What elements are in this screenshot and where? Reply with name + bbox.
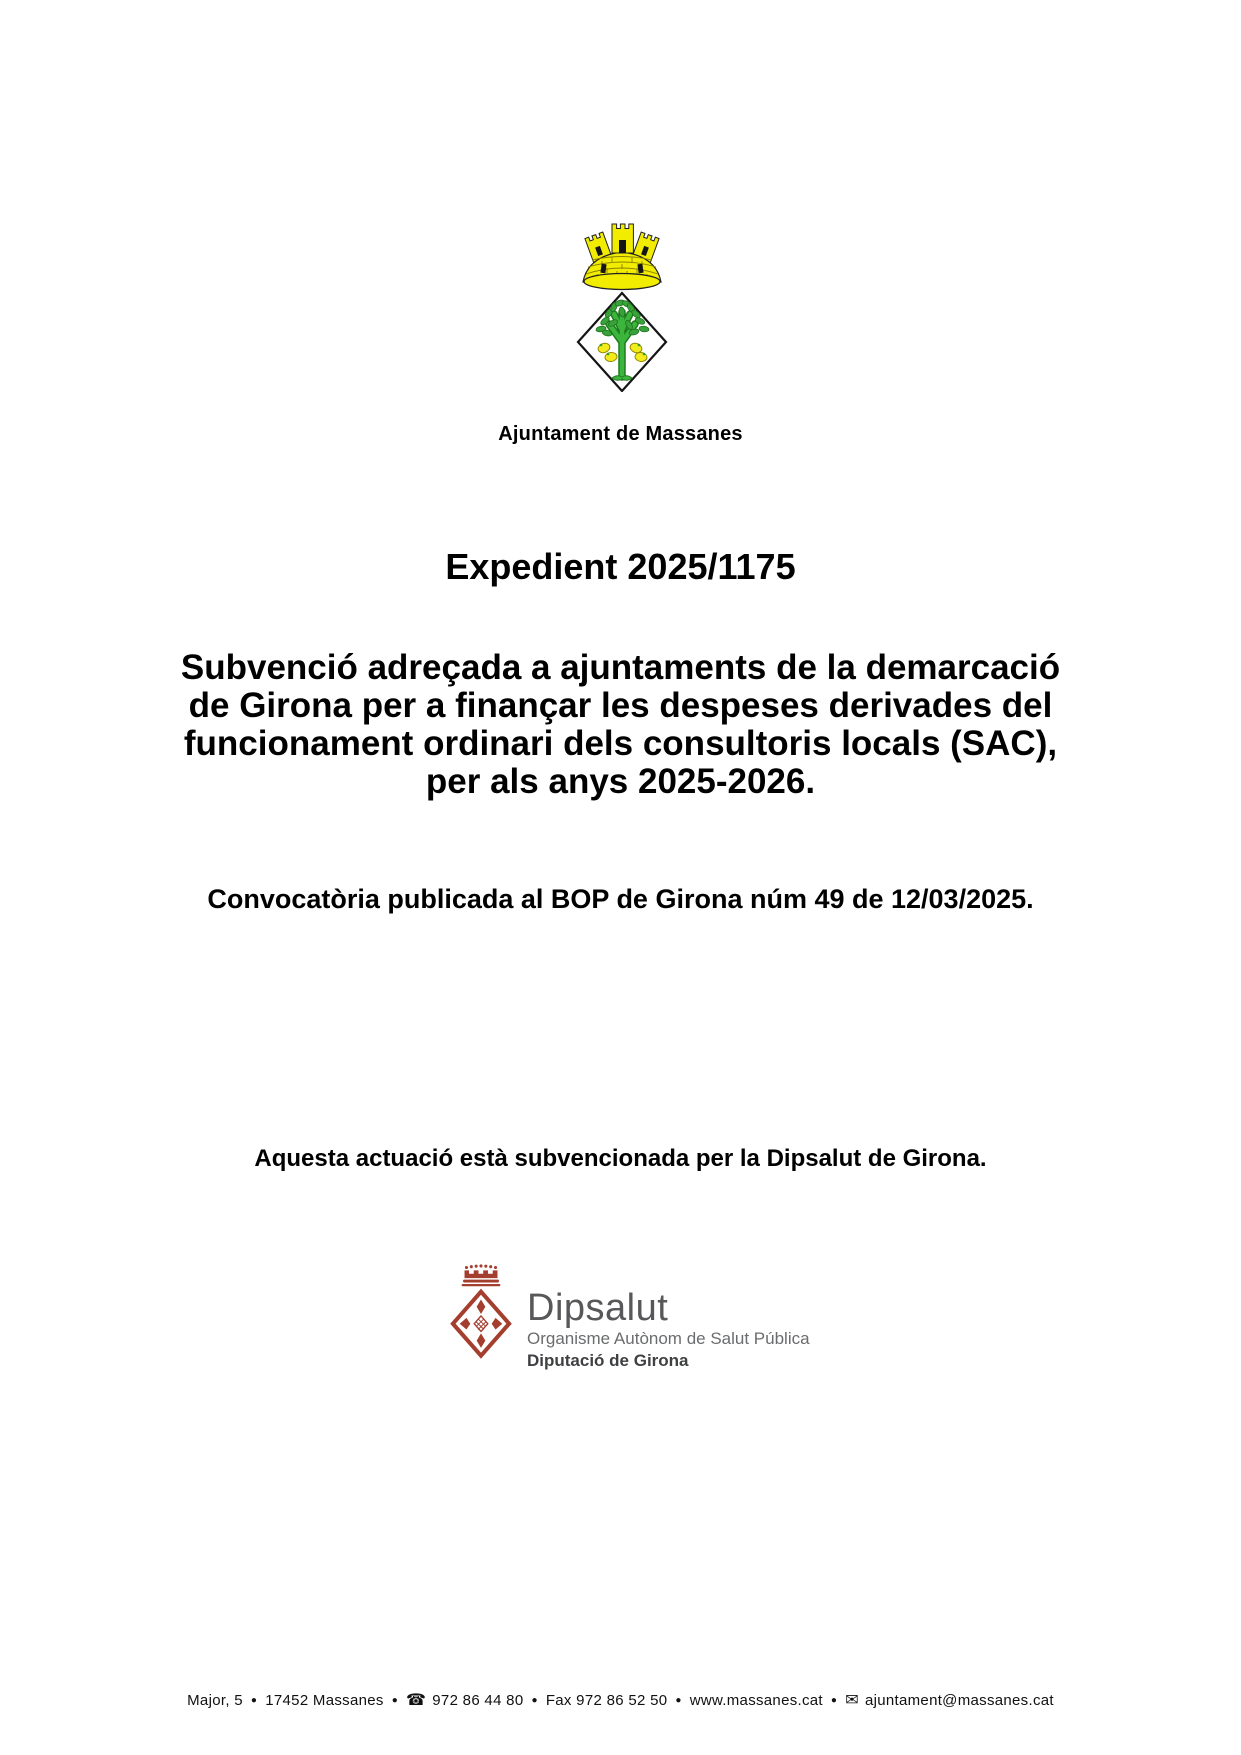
dipsalut-text-block [527,1288,810,1371]
footer-email-address: ajuntament@massanes.cat [864,1692,1054,1709]
subject-line: per als anys 2025-2026. [425,762,816,801]
footer-website: www.massanes.cat [689,1692,823,1709]
bullet-separator: ● [250,1695,258,1706]
footer-address: Major, 5 [187,1692,243,1709]
bullet-separator: ● [391,1695,399,1706]
dipsalut-name: Dipsalut [527,1287,669,1329]
funding-note: Aquesta actuació està subvencionada per la Dipsalut de Girona. [254,1145,987,1172]
footer-postal-city: 17452 Massanes [265,1692,384,1709]
massanes-coat-of-arms-icon [574,220,670,392]
bullet-separator: ● [531,1695,538,1706]
convocatoria-note: Convocatòria publicada al BOP de Girona núm 49 de 12/03/2025. [207,884,1034,914]
subject-paragraph [0,649,1241,801]
footer [0,1692,1241,1709]
footer-phone-group [406,1692,523,1709]
dipsalut-logo [450,1262,810,1371]
mural-crown-icon [583,224,661,290]
bullet-separator: ● [830,1695,838,1706]
subject-line: funcionament ordinari dels consultoris locals (SAC), [183,724,1058,763]
girona-coat-of-arms-icon [450,1262,512,1366]
email-icon: ✉ [845,1692,859,1709]
subject-line: Subvenció adreçada a ajuntaments de la demarcació [180,648,1061,687]
footer-phone-number: 972 86 44 80 [432,1692,524,1709]
municipality-name: Ajuntament de Massanes [498,423,743,445]
phone-icon: ☎ [406,1692,427,1709]
footer-fax-number: Fax 972 86 52 50 [545,1692,668,1709]
dipsalut-tagline: Organisme Autònom de Salut Pública [527,1329,810,1348]
lozenge-shield-icon [578,293,666,391]
footer-email-group [845,1692,1054,1709]
dipsalut-organization: Diputació de Girona [527,1351,689,1370]
subject-line: de Girona per a finançar les despeses derivades del [188,686,1053,725]
bullet-separator: ● [675,1695,682,1706]
expedient-title: Expedient 2025/1175 [445,546,796,587]
